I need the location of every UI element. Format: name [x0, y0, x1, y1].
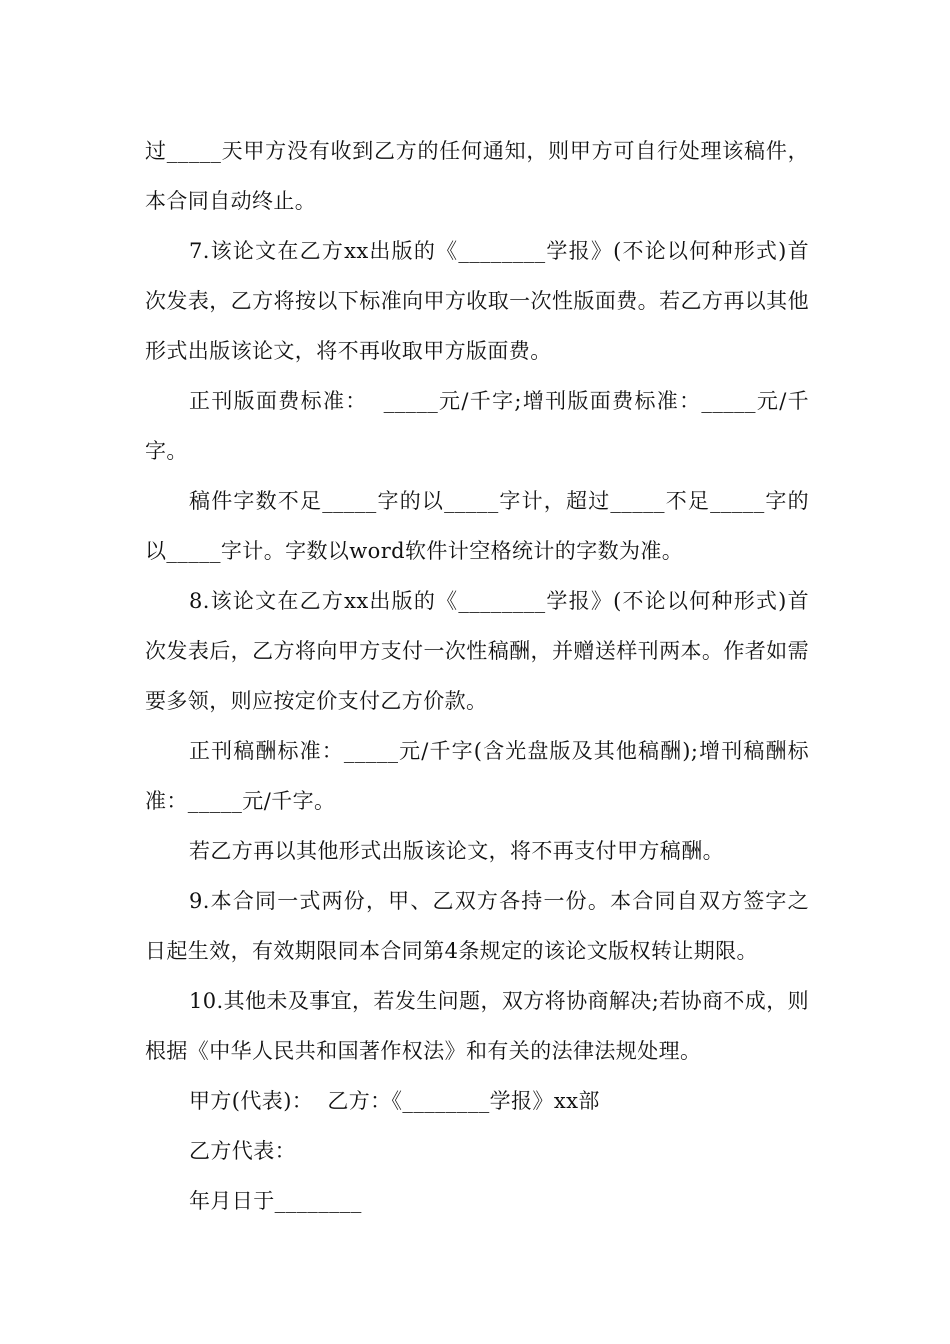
paragraph-clause-7: 7.该论文在乙方xx出版的《________学报》(不论以何种形式)首次发表，乙方将按以下标准向甲方收取一次性版面费。若乙方再以其他形式出版该论文，将不再收取甲方版面费。 — [145, 239, 809, 363]
signature-parties-line: 甲方(代表)： 乙方：《________学报》xx部 — [189, 1089, 600, 1113]
paragraph-page-fee-standard: 正刊版面费标准： _____元/千字;增刊版面费标准：_____元/千字。 — [145, 389, 809, 463]
signature-representative-line: 乙方代表： — [189, 1139, 296, 1163]
paragraph-royalty-standard: 正刊稿酬标准：_____元/千字(含光盘版及其他稿酬);增刊稿酬标准：_____元/千字。 — [145, 739, 809, 813]
paragraph-clause-9: 9.本合同一式两份，甲、乙双方各持一份。本合同自双方签字之日起生效，有效期限同本合同第4条规定的该论文版权转让期限。 — [145, 889, 809, 963]
paragraph-clause-8: 8.该论文在乙方xx出版的《________学报》(不论以何种形式)首次发表后，乙方将向甲方支付一次性稿酬，并赠送样刊两本。作者如需要多领，则应按定价支付乙方价款。 — [145, 589, 809, 713]
paragraph-other-form-royalty: 若乙方再以其他形式出版该论文，将不再支付甲方稿酬。 — [189, 839, 724, 863]
signature-date-line: 年月日于________ — [189, 1189, 362, 1213]
paragraph-word-count-rule: 稿件字数不足_____字的以_____字计，超过_____不足_____字的以_____字计。字数以word软件计空格统计的字数为准。 — [145, 489, 809, 563]
contract-body — [145, 126, 809, 1226]
paragraph-clause-10: 10.其他未及事宜，若发生问题，双方将协商解决;若协商不成，则根据《中华人民共和国著作权法》和有关的法律法规处理。 — [145, 989, 809, 1063]
paragraph-termination-clause: 过_____天甲方没有收到乙方的任何通知，则甲方可自行处理该稿件，本合同自动终止。 — [145, 139, 809, 213]
